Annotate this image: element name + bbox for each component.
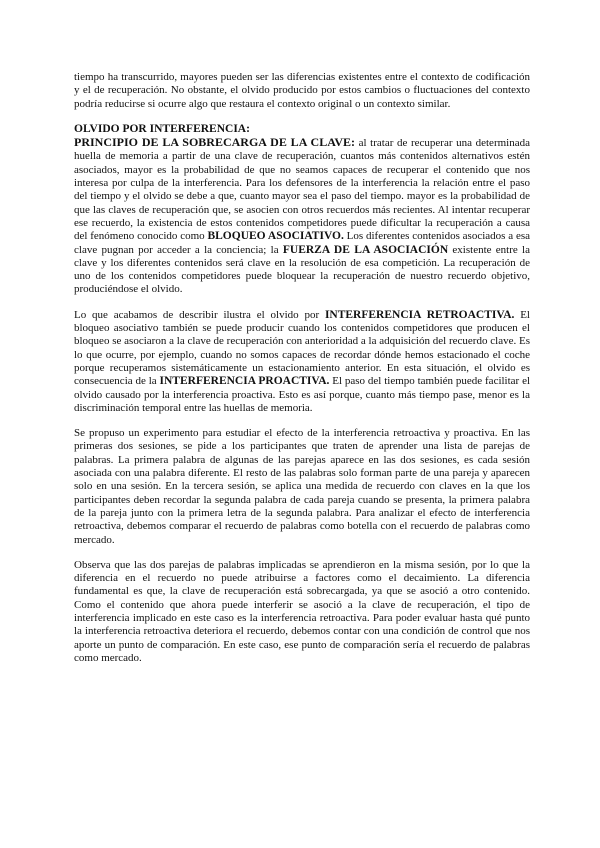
paragraph-retroactive-proactive <box>74 309 530 415</box>
paragraph-context-fluctuation: tiempo ha transcurrido, mayores pueden ser las diferencias existentes entre el contexto de codificación y el de recuperación. No obstante, el olvido producido por estos cambios o fluctuaciones del contexto podría reducirse si ocurre algo que restaura el contexto original o un contexto similar. <box>74 71 530 110</box>
paragraph-gap <box>74 547 530 559</box>
term-association-strength: FUERZA DE LA ASOCIACIÓN <box>282 243 449 256</box>
term-retroactive-interference: INTERFERENCIA RETROACTIVA. <box>324 308 515 321</box>
principle-lead: PRINCIPIO DE LA SOBRECARGA DE LA CLAVE: <box>74 135 356 150</box>
paragraph-observation: Observa que las dos parejas de palabras implicadas se aprendieron en la misma sesión, por lo que la diferencia en el recuerdo no puede atribuirse a factores como el decaimiento. La diferencia fundamental es que, la clave de recuperación está sobrecargada, ya que se asoció a otro contenido. Como el contenido que ahora puede interferir se asoció a la clave de recuperación, el tipo de interferencia implicado en este caso es la interferencia retroactiva. Para poder evaluar hasta qué punto la interferencia retroactiva deteriora el recuerdo, debemos contar con una condición de control que nos aporte un punto de comparación. En este caso, ese punto de comparación sería el recuerdo de palabras como mercado. <box>74 558 530 664</box>
section-heading: OLVIDO POR INTERFERENCIA: <box>74 122 250 135</box>
paragraph-text: al tratar de recuperar una determinada huella de memoria a partir de una clave de recuperación, cuantos más contenidos alternativos estén asociados, mayor es la probabilidad de que no seamos capaces de recuperar el contenido que nos interesa por culpa de la interferencia. Para los defensores de la interferencia la relación entre el paso del tiempo y el olvido se debe a que, cuanto mayor sea el paso del tiempo. mayor es la probabilidad de que las claves de recuperación que, se asocien con otros recuerdos más recientes. Al intentar recuperar ese recuerdo, la existencia de estos contenidos competidores puede dificultar la recuperación a causa del fenómeno conocido como <box>74 137 530 243</box>
paragraph-gap <box>74 415 530 427</box>
term-associative-blocking: BLOQUEO ASOCIATIVO. <box>207 230 344 243</box>
paragraph-text: Lo que acabamos de describir ilustra el olvido por <box>74 308 325 321</box>
paragraph-text: existente entre la clave y los diferentes contenidos será clave en la resolución de esa competición. La recuperación de uno de los contenidos competidores puede bloquear la recuperación de nuestro recuerdo objetivo, produciéndose el olvido. <box>74 243 530 296</box>
paragraph-gap <box>74 297 530 309</box>
paragraph-text: Los diferentes contenidos asociados a esa clave pugnan por acceder a la conciencia; la <box>74 230 531 256</box>
paragraph-gap <box>74 111 530 123</box>
paragraph-text: El bloqueo asociativo también se puede producir cuando los contenidos competidores que producen el bloqueo se asociaron a la clave de recuperación con anterioridad a la adquisición del recuerdo clave. Es lo que ocurre, por ejemplo, cuando no somos capaces de recordar dónde hemos estacionado el coche porque recuperamos sistemáticamente un estacionamiento anterior. En esta situación, el olvido es consecuencia de la <box>74 308 530 388</box>
paragraph-experiment: Se propuso un experimento para estudiar el efecto de la interferencia retroactiva y proactiva. En las primeras dos sesiones, se pide a los participantes que traten de aprender una lista de parejas de palabras. La primera palabra de algunas de las parejas aparece en las dos sesiones, es cada sesión asociada con una palabra diferente. El resto de las palabras solo forman parte de una pareja y aparecen solo en una sesión. En la tercera sesión, se aplica una medida de recuerdo con claves en la que los participantes deben recordar la segunda palabra de cada pareja cuando se presenta, la primera palabra de la pareja junto con la primera letra de la segunda palabra. Para analizar el efecto de interferencia retroactiva, debemos comparar el recuerdo de palabras como botella con el recuerdo de palabras como mercado. <box>74 427 530 546</box>
paragraph-cue-overload <box>74 136 530 297</box>
term-proactive-interference: INTERFERENCIA PROACTIVA. <box>159 375 330 388</box>
document-page <box>74 71 530 665</box>
paragraph-text: El paso del tiempo también puede facilitar el olvido causado por la interferencia proactiva. Esto es así porque, cuanto más tiempo pase, menor es la discriminación temporal entre las huellas de memoria. <box>74 375 531 414</box>
